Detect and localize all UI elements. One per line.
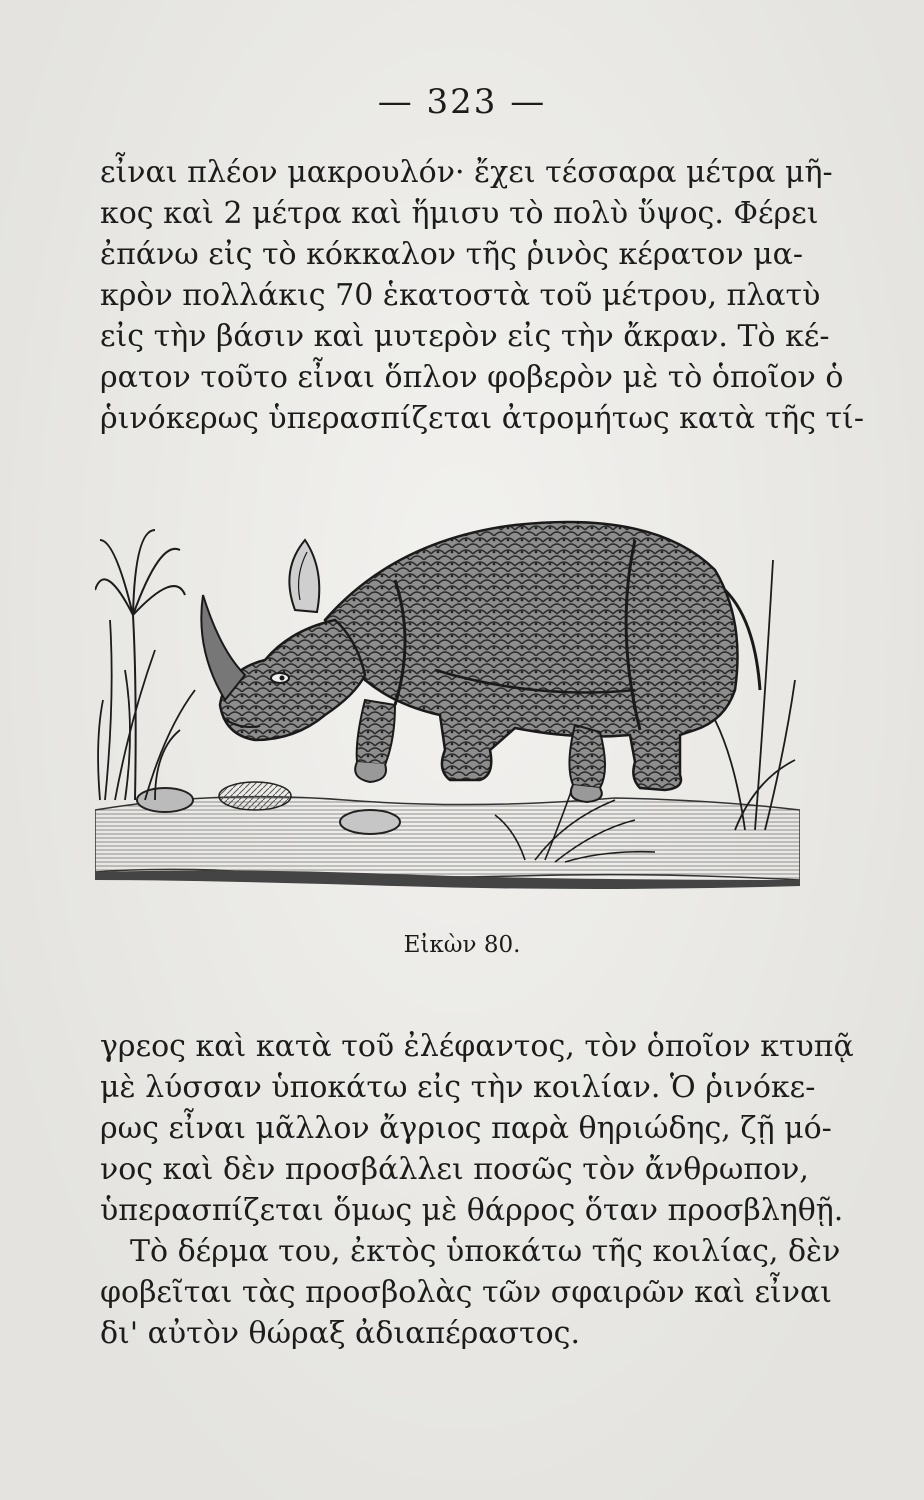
text-line: ὑπερασπίζεται ὅμως μὲ θάρρος ὅταν προσβληθῇ. bbox=[100, 1193, 844, 1228]
text-line: κος καὶ 2 μέτρα καὶ ἥμισυ τὸ πολὺ ὕψος. Φέρει bbox=[100, 196, 819, 231]
text-line: μὲ λύσσαν ὑποκάτω εἰς τὴν κοιλίαν. Ὁ ῥινόκε- bbox=[100, 1070, 816, 1105]
rhinoceros-engraving bbox=[95, 500, 800, 930]
text-line: ρως εἶναι μᾶλλον ἄγριος παρὰ θηριώδης, ζῇ μό- bbox=[100, 1111, 832, 1146]
text-line: ἐπάνω εἰς τὸ κόκκαλον τῆς ῥινὸς κέρατον μα- bbox=[100, 237, 804, 272]
paragraph-top bbox=[100, 152, 864, 439]
text-line: ρατον τοῦτο εἶναι ὅπλον φοβερὸν μὲ τὸ ὁποῖον ὁ bbox=[100, 360, 844, 395]
text-line: εἰς τὴν βάσιν καὶ μυτερὸν εἰς τὴν ἄκραν. Τὸ κέ- bbox=[100, 319, 830, 354]
text-line: ῥινόκερως ὑπερασπίζεται ἀτρομήτως κατὰ τῆς τί- bbox=[100, 401, 864, 436]
text-line: Τὸ δέρμα του, ἐκτὸς ὑποκάτω τῆς κοιλίας, δὲν bbox=[130, 1234, 841, 1269]
figure-caption: Εἰκὼν 80. bbox=[403, 932, 521, 958]
text-line: εἶναι πλέον μακρουλόν· ἔχει τέσσαρα μέτρα μῆ- bbox=[100, 155, 833, 190]
paragraph-bottom bbox=[100, 1026, 854, 1354]
text-line: φοβεῖται τὰς προσβολὰς τῶν σφαιρῶν καὶ εἶναι bbox=[100, 1275, 833, 1310]
text-line: κρὸν πολλάκις 70 ἑκατοστὰ τοῦ μέτρου, πλατὺ bbox=[100, 278, 821, 313]
text-line: νος καὶ δὲν προσβάλλει ποσῶς τὸν ἄνθρωπον, bbox=[100, 1152, 809, 1187]
page-number: — 323 — bbox=[377, 82, 547, 122]
text-line: δι' αὐτὸν θώραξ ἀδιαπέραστος. bbox=[100, 1316, 580, 1351]
text-line: γρεος καὶ κατὰ τοῦ ἐλέφαντος, τὸν ὁποῖον κτυπᾷ bbox=[100, 1029, 854, 1064]
